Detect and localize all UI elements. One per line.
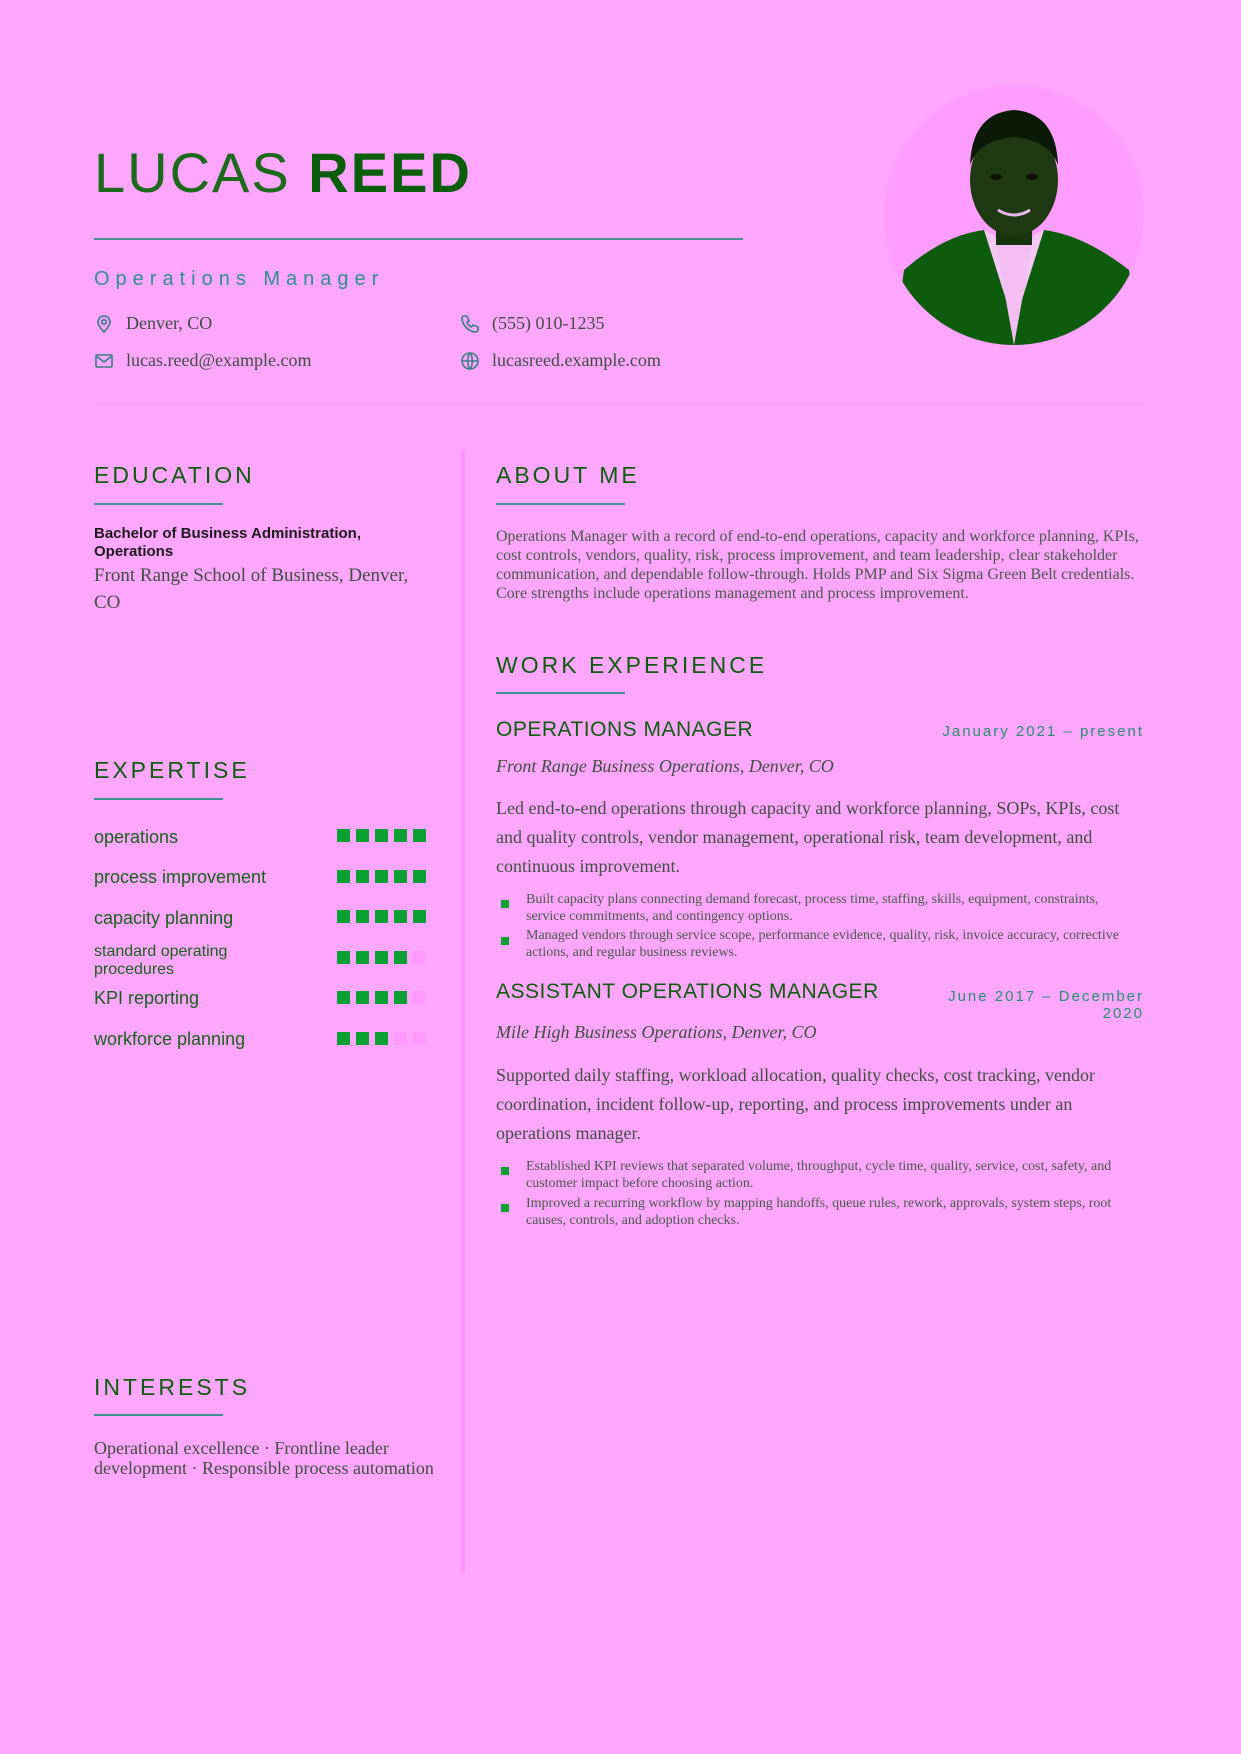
skill-square-filled	[394, 870, 407, 883]
skill-square-filled	[394, 951, 407, 964]
column-divider	[461, 450, 465, 1572]
skill-square-filled	[337, 829, 350, 842]
skill-square-empty	[413, 1032, 426, 1045]
skill-label: process improvement	[94, 867, 267, 887]
education-school: Front Range School of Business, Denver, CO	[94, 565, 409, 613]
skill-square-filled	[337, 951, 350, 964]
skill-level-bar	[337, 870, 426, 883]
skill-square-filled	[337, 910, 350, 923]
job-title: OPERATIONS MANAGER	[496, 718, 754, 741]
phone-icon	[460, 314, 480, 334]
interests-text: Operational excellence · Frontline leader development · Responsible process automation	[94, 1438, 434, 1478]
contact-website[interactable]	[460, 350, 661, 371]
bullet-marker	[501, 1204, 509, 1212]
about-heading: ABOUT ME	[496, 462, 640, 488]
about-text: Operations Manager with a record of end-to-end operations, capacity and workforce planning, KPIs, cost controls, vendors, quality, risk, process improvement, and team leadership, clear stakeholder communication, and dependable follow-through. Holds PMP and Six Sigma Green Belt credentials. Core strengths include operations management and process improvement.	[496, 528, 1139, 602]
skill-square-filled	[375, 870, 388, 883]
interests-rule	[94, 1414, 223, 1416]
skill-square-filled	[375, 910, 388, 923]
skill-level-bar	[337, 991, 426, 1004]
skill-square-filled	[394, 991, 407, 1004]
phone-text[interactable]: (555) 010-1235	[492, 313, 605, 333]
job-company: Front Range Business Operations, Denver, CO	[496, 756, 834, 776]
skill-label: capacity planning	[94, 908, 234, 928]
work-heading: WORK EXPERIENCE	[496, 652, 768, 678]
email-link[interactable]: lucas.reed@example.com	[126, 350, 312, 370]
skill-square-filled	[413, 829, 426, 842]
interests-heading: INTERESTS	[94, 1374, 251, 1400]
skill-square-filled	[375, 951, 388, 964]
website-link[interactable]: lucasreed.example.com	[492, 350, 661, 370]
job-summary: Supported daily staffing, workload allocation, quality checks, cost tracking, vendor coordination, incident follow-up, reporting, and process improvements under an operations manager.	[496, 1065, 1096, 1143]
expertise-heading: EXPERTISE	[94, 757, 250, 783]
education-degree: Bachelor of Business Administration, Operations	[94, 525, 361, 560]
skill-square-filled	[394, 829, 407, 842]
location-pin-icon	[94, 314, 114, 334]
skill-square-filled	[356, 870, 369, 883]
education-rule	[94, 503, 223, 505]
header-divider	[94, 238, 743, 240]
skill-label: KPI reporting	[94, 988, 200, 1008]
skill-square-filled	[356, 951, 369, 964]
contact-location	[94, 313, 212, 334]
education-heading: EDUCATION	[94, 462, 255, 488]
skill-square-filled	[375, 1032, 388, 1045]
skill-level-bar	[337, 829, 426, 842]
skill-square-filled	[394, 910, 407, 923]
skill-square-filled	[337, 991, 350, 1004]
skill-square-empty	[413, 991, 426, 1004]
contact-phone[interactable]	[460, 313, 604, 334]
job-bullet: Managed vendors through service scope, performance evidence, quality, risk, invoice accuracy, corrective actions, and regular business reviews.	[526, 928, 1119, 960]
job-bullet: Built capacity plans connecting demand forecast, process time, staffing, skills, equipment, constraints, service commitments, and contingency options.	[526, 892, 1099, 924]
skill-square-filled	[413, 870, 426, 883]
skill-square-filled	[375, 829, 388, 842]
skill-label: standard operating procedures	[94, 943, 228, 978]
skill-level-bar	[337, 910, 426, 923]
job-title: ASSISTANT OPERATIONS MANAGER	[496, 980, 879, 1003]
profile-photo	[884, 85, 1144, 345]
skill-square-empty	[394, 1032, 407, 1045]
job-bullet: Improved a recurring workflow by mapping handoffs, queue rules, rework, approvals, system steps, root causes, controls, and adoption checks.	[526, 1196, 1112, 1228]
job-date: June 2017 – December 2020	[948, 988, 1144, 1022]
job-company: Mile High Business Operations, Denver, CO	[496, 1022, 817, 1042]
skill-square-filled	[413, 910, 426, 923]
skill-square-filled	[356, 910, 369, 923]
mail-icon	[94, 351, 114, 371]
skill-square-empty	[413, 951, 426, 964]
job-role: Operations Manager	[94, 268, 385, 290]
skill-square-filled	[375, 991, 388, 1004]
skill-square-filled	[337, 870, 350, 883]
bullet-marker	[501, 1167, 509, 1175]
about-rule	[496, 503, 625, 505]
skill-square-filled	[337, 1032, 350, 1045]
bullet-marker	[501, 900, 509, 908]
contact-email[interactable]	[94, 350, 312, 371]
skill-level-bar	[337, 951, 426, 964]
job-bullet: Established KPI reviews that separated volume, throughput, cycle time, quality, service, cost, safety, and customer impact before choosing action.	[526, 1159, 1112, 1191]
bullet-marker	[501, 937, 509, 945]
candidate-name	[94, 140, 472, 205]
skill-label: workforce planning	[94, 1029, 246, 1049]
skill-square-filled	[356, 1032, 369, 1045]
work-rule	[496, 692, 625, 694]
job-date: January 2021 – present	[942, 723, 1144, 740]
location-text: Denver, CO	[126, 313, 213, 333]
skill-label: operations	[94, 827, 179, 847]
skill-square-filled	[356, 829, 369, 842]
expertise-rule	[94, 798, 223, 800]
job-summary: Led end-to-end operations through capacity and workforce planning, SOPs, KPIs, cost and quality controls, vendor management, operational risk, team development, and continuous improvement.	[496, 798, 1120, 876]
last-name: REED	[308, 141, 472, 204]
skill-square-filled	[356, 991, 369, 1004]
header-separator	[94, 403, 1144, 404]
globe-icon	[460, 351, 480, 371]
first-name: LUCAS	[94, 141, 291, 204]
skill-level-bar	[337, 1032, 426, 1045]
